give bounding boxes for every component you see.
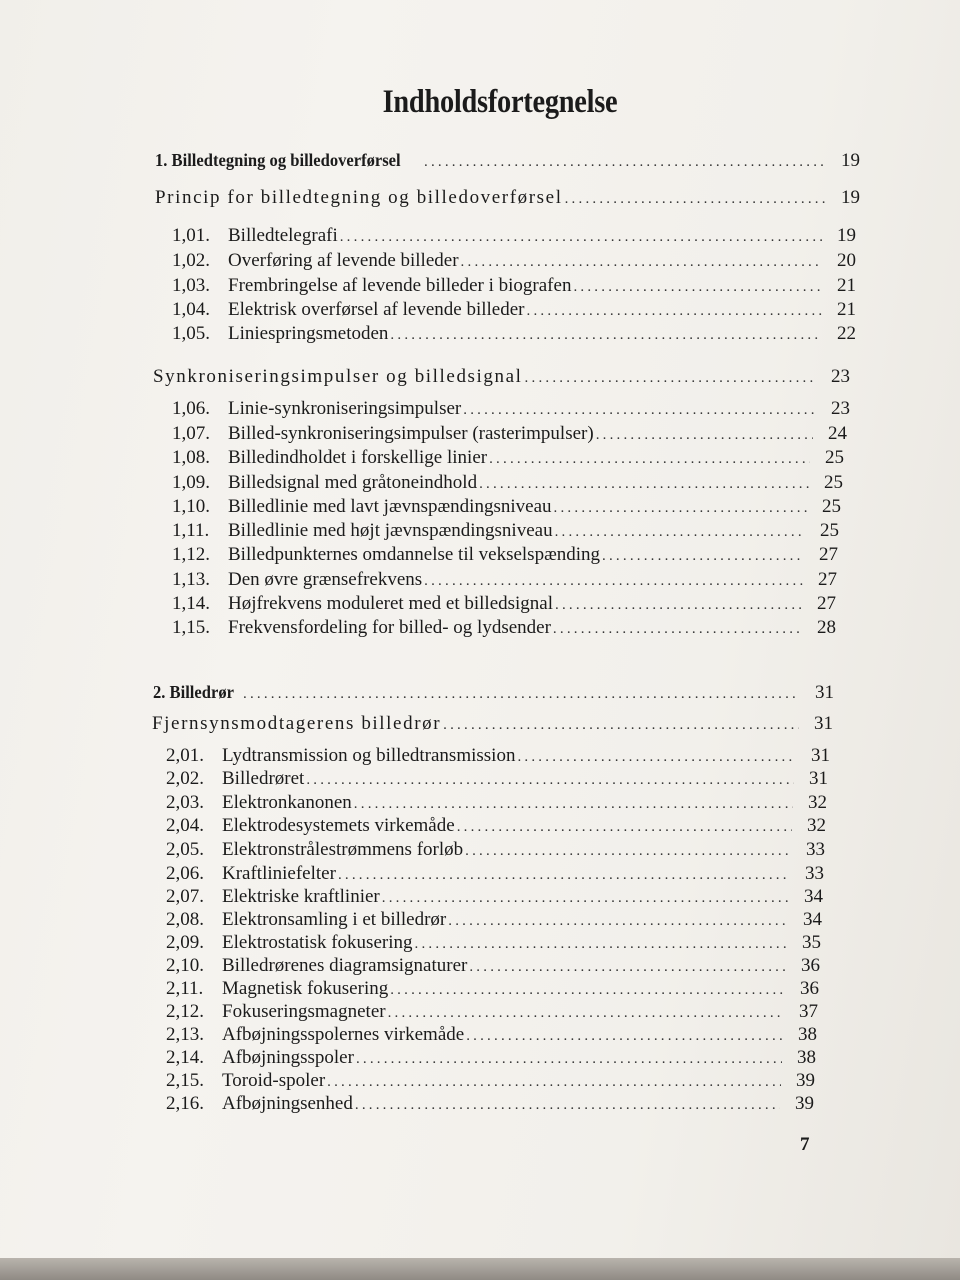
page-number: 31 — [814, 713, 833, 734]
entry-number: 2,09. — [166, 932, 204, 953]
page-number: 39 — [796, 1070, 815, 1091]
page-number: 38 — [798, 1024, 817, 1045]
entry-title: Afbøjningsspoler — [222, 1047, 354, 1068]
toc-entry — [172, 519, 839, 544]
entry-number: 2,07. — [166, 886, 204, 907]
entry-number: 2,10. — [166, 955, 204, 976]
entry-number: 2,13. — [166, 1024, 204, 1045]
toc-entry — [166, 931, 821, 956]
entry-number: 1,08. — [172, 447, 210, 468]
page-number: 25 — [824, 472, 843, 493]
toc-entry — [172, 397, 850, 422]
entry-title: Billedrøret — [222, 768, 305, 789]
page-number: 25 — [820, 520, 839, 541]
page-number: 31 — [809, 768, 828, 789]
page-number: 31 — [815, 682, 834, 703]
toc-entry — [172, 568, 837, 593]
page-number: 33 — [805, 863, 824, 884]
entry-title: Elektrostatisk fokusering — [222, 932, 413, 953]
page-edge-shadow — [0, 1258, 960, 1280]
toc-entry — [166, 767, 828, 792]
page-number: 36 — [800, 978, 819, 999]
toc-entry — [172, 322, 856, 347]
page-number: 27 — [818, 569, 837, 590]
entry-title: Afbøjningsenhed — [222, 1093, 353, 1114]
entry-title: Elektronstrålestrømmens forløb — [222, 839, 464, 860]
entry-title: Billed-synkroniseringsimpulser (rasterimpulser) — [228, 423, 594, 444]
chapter-heading — [155, 148, 860, 174]
page-number: 38 — [797, 1047, 816, 1068]
page-number: 39 — [795, 1093, 814, 1114]
toc-entry — [166, 862, 824, 887]
page-number: 32 — [807, 815, 826, 836]
entry-title: Frekvensfordeling for billed- og lydsender — [228, 617, 551, 638]
entry-title: Toroid-spoler — [222, 1070, 326, 1091]
entry-number: 1,03. — [172, 275, 210, 296]
dot-leader — [479, 472, 809, 496]
page-number: 33 — [806, 839, 825, 860]
entry-title: Elektrodesystemets virkemåde — [222, 815, 455, 836]
entry-title: Lydtransmission og billedtransmission — [222, 745, 516, 766]
subsection-title: Fjernsynsmodtagerens billedrør — [152, 713, 442, 734]
entry-title: Billedlinie med lavt jævnspændingsniveau — [228, 496, 552, 517]
dot-leader — [457, 815, 792, 839]
toc-entry — [172, 495, 841, 520]
page-number: 19 — [841, 150, 860, 171]
entry-title: Elektrisk overførsel af levende billeder — [228, 299, 525, 320]
entry-title: Elektronkanonen — [222, 792, 352, 813]
entry-number: 2,15. — [166, 1070, 204, 1091]
subsection-heading — [152, 712, 833, 737]
entry-title: Elektronsamling i et billedrør — [222, 909, 447, 930]
dot-leader — [573, 275, 822, 299]
dot-leader — [527, 299, 823, 323]
entry-number: 1,02. — [172, 250, 210, 271]
entry-title: Billedpunkternes omdannelse til vekselspænding — [228, 544, 601, 565]
entry-title: Billedindholdet i forskellige linier — [228, 447, 488, 468]
toc-entry — [172, 592, 836, 617]
dot-leader — [463, 398, 816, 422]
dot-leader — [517, 745, 796, 769]
dot-leader — [388, 1001, 784, 1025]
dot-leader — [306, 768, 794, 792]
entry-title: Liniespringsmetoden — [228, 323, 389, 344]
dot-leader — [415, 932, 788, 956]
page-number: 28 — [817, 617, 836, 638]
toc-entry — [166, 1069, 815, 1094]
toc-entry — [172, 249, 856, 274]
entry-number: 1,07. — [172, 423, 210, 444]
entry-title: Fokuseringsmagneter — [222, 1001, 386, 1022]
page-number: 36 — [801, 955, 820, 976]
toc-entry — [166, 1046, 816, 1071]
entry-number: 1,11. — [172, 520, 210, 541]
page-number: 27 — [819, 544, 838, 565]
entry-title: Afbøjningsspolernes virkemåde — [222, 1024, 465, 1045]
dot-leader — [565, 187, 826, 211]
entry-number: 2,01. — [166, 745, 204, 766]
entry-title: Kraftliniefelter — [222, 863, 336, 884]
entry-number: 2,02. — [166, 768, 204, 789]
entry-number: 2,11. — [166, 978, 204, 999]
entry-number: 2,08. — [166, 909, 204, 930]
toc-entry — [172, 298, 856, 323]
entry-number: 1,15. — [172, 617, 210, 638]
toc-entry — [166, 977, 819, 1002]
dot-leader — [424, 569, 803, 593]
entry-number: 2,16. — [166, 1093, 204, 1114]
entry-number: 1,13. — [172, 569, 210, 590]
entry-number: 1,12. — [172, 544, 210, 565]
dot-leader — [390, 978, 785, 1002]
dot-leader — [602, 544, 804, 568]
entry-title: Magnetisk fokusering — [222, 978, 389, 999]
toc-entry — [172, 471, 843, 496]
dot-leader — [354, 792, 793, 816]
entry-title: Billedrørenes diagramsignaturer — [222, 955, 468, 976]
entry-number: 1,06. — [172, 398, 210, 419]
toc-entry — [166, 908, 822, 933]
entry-number: 2,03. — [166, 792, 204, 813]
dot-leader — [469, 955, 786, 979]
dot-leader — [327, 1070, 781, 1094]
page-number: 37 — [799, 1001, 818, 1022]
subsection-title: Princip for billedtegning og billedoverførsel — [155, 187, 563, 208]
page-number: 24 — [828, 423, 847, 444]
entry-title: Den øvre grænsefrekvens — [228, 569, 423, 590]
entry-number: 1,04. — [172, 299, 210, 320]
entry-title: Linie-synkroniseringsimpulser — [228, 398, 462, 419]
dot-leader — [596, 423, 813, 447]
chapter-title: 1. Billedtegning og billedoverførsel — [155, 150, 401, 170]
page-number: 25 — [822, 496, 841, 517]
toc-entry — [166, 838, 825, 863]
entry-title: Billedsignal med gråtoneindhold — [228, 472, 478, 493]
page-number: 34 — [803, 909, 822, 930]
subsection-heading — [155, 186, 860, 211]
toc-entry — [166, 814, 826, 839]
chapter-title: 2. Billedrør — [153, 682, 234, 702]
entry-title: Elektriske kraftlinier — [222, 886, 380, 907]
subsection-heading — [153, 365, 850, 390]
entry-title: Overføring af levende billeder — [228, 250, 459, 271]
entry-title: Højfrekvens moduleret med et billedsignal — [228, 593, 554, 614]
page-number: 22 — [837, 323, 856, 344]
chapter-heading — [153, 680, 834, 706]
toc-entry — [172, 543, 838, 568]
dot-leader — [461, 250, 822, 274]
toc-entry — [172, 274, 856, 299]
page-number: 25 — [825, 447, 844, 468]
entry-title: Billedtelegrafi — [228, 225, 338, 246]
page-number: 23 — [831, 366, 850, 387]
dot-leader — [355, 1093, 780, 1117]
entry-number: 1,09. — [172, 472, 210, 493]
page-number: 31 — [811, 745, 830, 766]
page-number: 21 — [837, 299, 856, 320]
page-number: 20 — [837, 250, 856, 271]
entry-number: 2,05. — [166, 839, 204, 860]
entry-number: 1,10. — [172, 496, 210, 517]
dot-leader — [465, 839, 791, 863]
page-title: Indholdsfortegnelse — [382, 84, 618, 120]
toc-entry — [166, 1092, 814, 1117]
dot-leader — [390, 323, 822, 347]
entry-number: 1,01. — [172, 225, 210, 246]
page-number: 34 — [804, 886, 823, 907]
dot-leader — [448, 909, 788, 933]
dot-leader — [424, 150, 826, 174]
toc-entry — [166, 744, 830, 769]
page-number: 27 — [817, 593, 836, 614]
entry-number: 1,05. — [172, 323, 210, 344]
dot-leader — [489, 447, 810, 471]
toc-entry — [172, 616, 836, 641]
dot-leader — [243, 682, 800, 706]
page-number: 35 — [802, 932, 821, 953]
page-number: 19 — [837, 225, 856, 246]
dot-leader — [555, 593, 802, 617]
dot-leader — [525, 366, 816, 390]
toc-entry — [166, 954, 820, 979]
entry-number: 2,06. — [166, 863, 204, 884]
subsection-title: Synkroniseringsimpulser og billedsignal — [153, 366, 523, 387]
dot-leader — [555, 520, 805, 544]
dot-leader — [338, 863, 790, 887]
entry-number: 2,12. — [166, 1001, 204, 1022]
dot-leader — [554, 496, 807, 520]
entry-number: 2,04. — [166, 815, 204, 836]
folio-page-number: 7 — [800, 1134, 810, 1155]
entry-title: Frembringelse af levende billeder i biografen — [228, 275, 572, 296]
dot-leader — [553, 617, 802, 641]
toc-entry — [166, 1000, 818, 1025]
page-number: 23 — [831, 398, 850, 419]
dot-leader — [466, 1024, 783, 1048]
dot-leader — [443, 713, 799, 737]
toc-entry — [166, 791, 827, 816]
toc-entry — [172, 224, 856, 249]
entry-number: 2,14. — [166, 1047, 204, 1068]
page-number: 21 — [837, 275, 856, 296]
dot-leader — [340, 225, 822, 249]
entry-number: 1,14. — [172, 593, 210, 614]
toc-entry — [172, 422, 847, 447]
toc-entry — [166, 885, 823, 910]
page-number: 32 — [808, 792, 827, 813]
entry-title: Billedlinie med højt jævnspændingsniveau — [228, 520, 553, 541]
toc-entry — [172, 446, 844, 471]
toc-entry — [166, 1023, 817, 1048]
dot-leader — [382, 886, 789, 910]
dot-leader — [356, 1047, 782, 1071]
page-number: 19 — [841, 187, 860, 208]
